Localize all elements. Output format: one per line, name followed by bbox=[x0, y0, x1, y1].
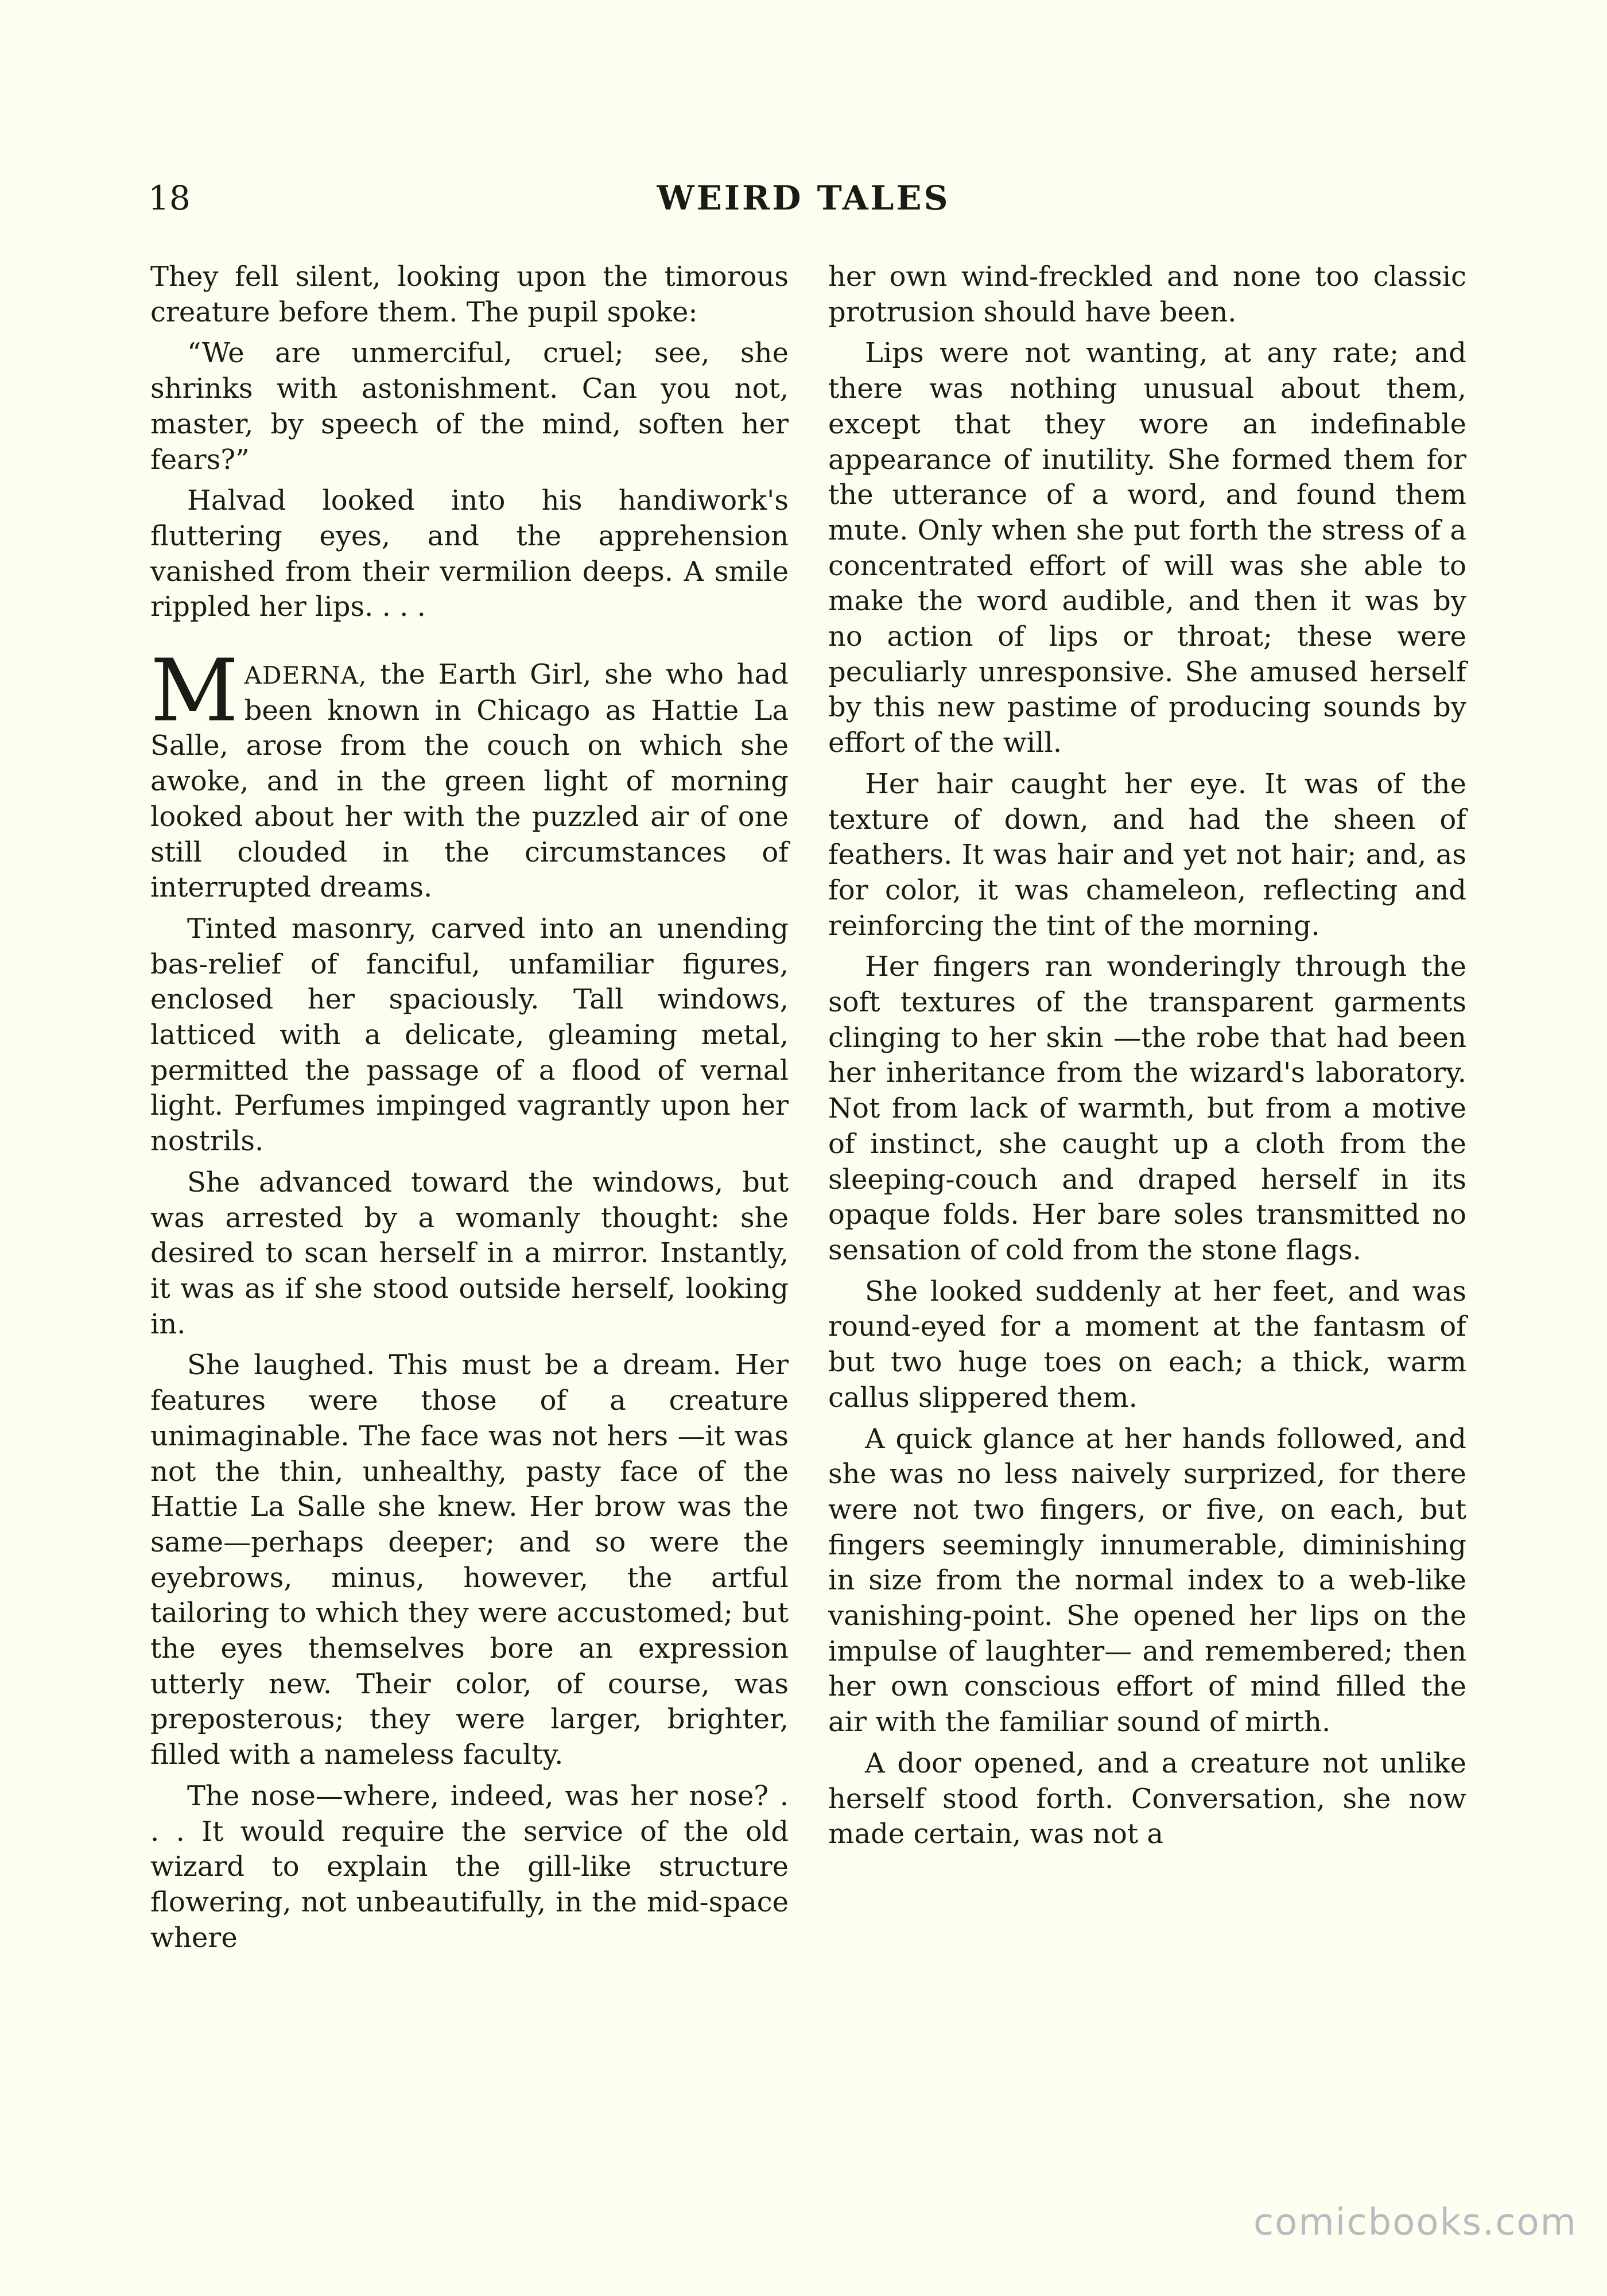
paragraph: They fell silent, looking upon the timorous creature before them. The pupil spoke: bbox=[150, 261, 789, 328]
paragraph: She advanced toward the windows, but was arrested by a womanly thought: she desired to scan herself in a mirror. Instantly, it was as if she stood outside herself, looking in. bbox=[150, 1166, 789, 1340]
paragraph: Her hair caught her eye. It was of the texture of down, and had the sheen of feathers. It was hair and yet not hair; and, as for color, it was chameleon, reflecting and reinforcing the tint of the morning. bbox=[828, 767, 1466, 942]
right-column bbox=[828, 259, 1466, 1858]
paragraph: Halvad looked into his handiwork's fluttering eyes, and the apprehension vanished from their vermilion deeps. A smile rippled her lips. . . . bbox=[150, 484, 789, 623]
page-number: 18 bbox=[148, 179, 191, 218]
watermark: comicbooks.com bbox=[1253, 2201, 1577, 2244]
paragraph: The nose—where, indeed, was her nose? . . . It would require the service of the old wizard to explain the gill-like structure flowering, not unbeautifully, in the mid-space where bbox=[150, 1779, 789, 1954]
paragraph: A quick glance at her hands followed, and she was no less naively surprized, for there were not two fingers, or five, on each, but fingers seemingly innumerable, diminishing in size from the normal index to a web-like vanishing-point. She opened her lips on the impulse of laughter— and remembered; then her own conscious effort of mind filled the air with the familiar sound of mirth. bbox=[828, 1422, 1466, 1739]
section-opening-text: the Earth Girl, she who had been known in Chicago as Hattie La Salle, arose from the couch on which she awoke, and in the green light of morning looked about her with the puzzled air of one still clouded in the circumstances of interrupted dreams. bbox=[150, 658, 789, 904]
paragraph-continued: her own wind-freckled and none too classic protrusion should have been. bbox=[828, 261, 1466, 328]
drop-cap: M bbox=[150, 641, 239, 742]
paragraph: “We are unmerciful, cruel; see, she shrinks with astonishment. Can you not, master, by speech of the mind, soften her fears?” bbox=[150, 337, 789, 476]
paragraph: A door opened, and a creature not unlike herself stood forth. Conversation, she now made certain, was not a bbox=[828, 1747, 1466, 1851]
paragraph: Lips were not wanting, at any rate; and there was nothing unusual about them, except that they wore an indefinable appearance of inutility. She formed them for the utterance of a word, and found them mute. Only when she put forth the stress of a concentrated effort of will was she able to make the word audible, and then it was by no action of lips or throat; these were peculiarly unresponsive. She amused herself by this new pastime of producing sounds by effort of the will. bbox=[828, 337, 1466, 759]
paragraph: Her fingers ran wonderingly through the soft textures of the transparent garments clinging to her skin —the robe that had been her inheritance from the wizard's laboratory. Not from lack of warmth, but from a motive of instinct, she caught up a cloth from the sleeping-couch and draped herself in its opaque folds. Her bare soles transmitted no sensation of cold from the stone flags. bbox=[828, 951, 1466, 1266]
paragraph: She looked suddenly at her feet, and was round-eyed for a moment at the fantasm of but two huge toes on each; a thick, warm callus slippered them. bbox=[828, 1275, 1466, 1414]
paragraph: She laughed. This must be a dream. Her features were those of a creature unimaginable. The face was not hers —it was not the thin, unhealthy, pasty face of the Hattie La Salle she knew. Her brow was the same—perhaps deeper; and so were the eyebrows, minus, however, the artful tailoring to which they were accustomed; but the eyes themselves bore an expression utterly new. Their color, of course, was preposterous; they were larger, brighter, filled with a nameless faculty. bbox=[150, 1349, 789, 1771]
section-opening-word: ADERNA, bbox=[244, 661, 367, 690]
paragraph: Tinted masonry, carved into an unending bas-relief of fanciful, unfamiliar figures, enclosed her spaciously. Tall windows, latticed with a delicate, gleaming metal, permitted the passage of a flood of vernal light. Perfumes impinged vagrantly upon her nostrils. bbox=[150, 912, 789, 1158]
magazine-title: WEIRD TALES bbox=[657, 179, 950, 218]
section-opening-paragraph bbox=[150, 641, 789, 906]
left-column bbox=[150, 259, 789, 1961]
